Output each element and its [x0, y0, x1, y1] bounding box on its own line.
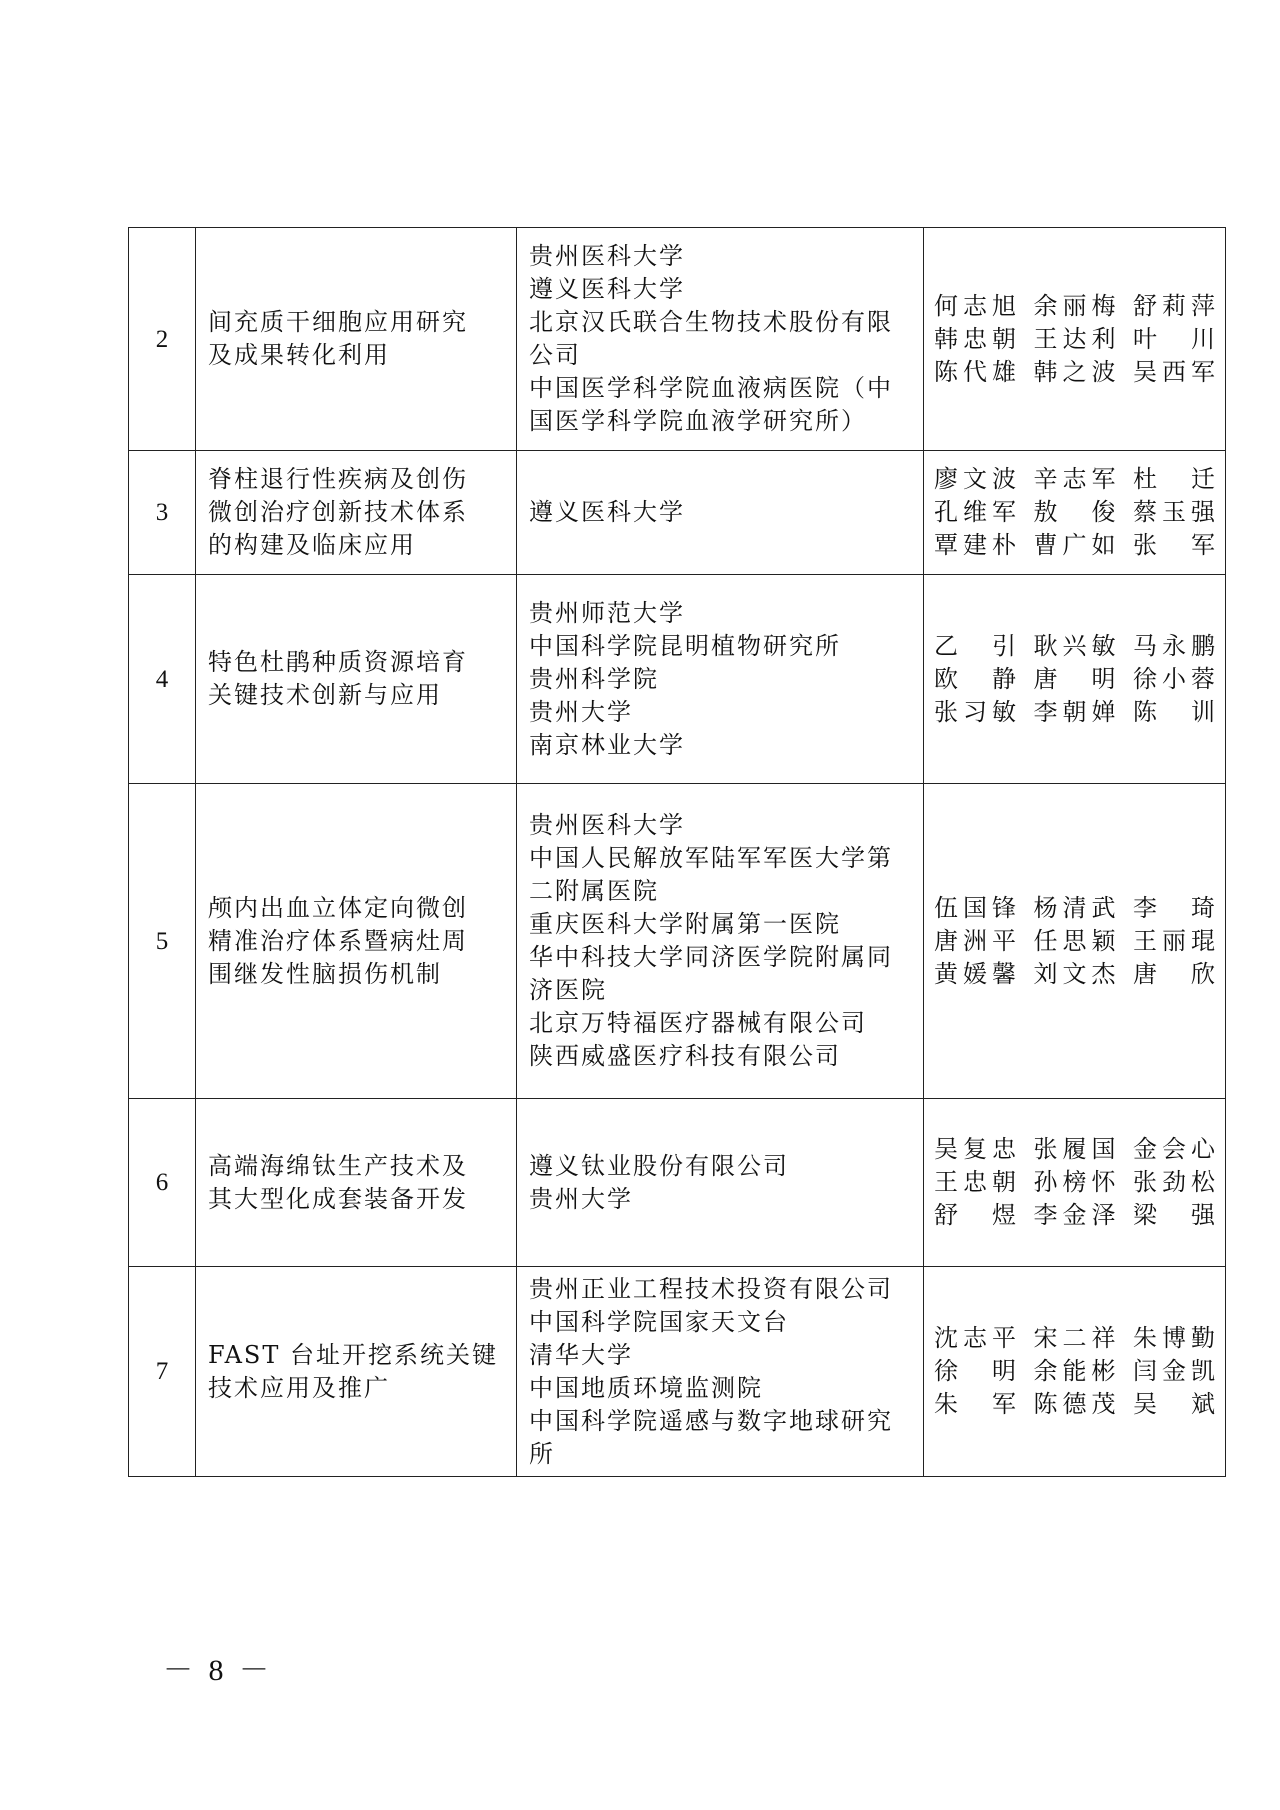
project-title-cell: [196, 1267, 517, 1477]
completing-unit-line: 济医院: [529, 976, 607, 1004]
completing-units-cell: [517, 784, 924, 1099]
people-line: [934, 630, 1217, 663]
completing-people-cell: [924, 451, 1226, 575]
person-name: 廖文波: [934, 465, 1018, 493]
completing-unit-line: 中国医学科学院血液病医院（中: [529, 374, 893, 402]
project-title-line: 间充质干细胞应用研究: [208, 308, 468, 336]
project-title-cell: [196, 1099, 517, 1267]
row-number-cell: [129, 451, 196, 575]
completing-unit-line: 贵州大学: [529, 697, 633, 726]
person-name: 任思颖: [1033, 926, 1118, 955]
completing-unit-line: 重庆医科大学附属第一医院: [529, 910, 841, 938]
completing-unit-line: 清华大学: [529, 1340, 633, 1369]
completing-units-cell: [517, 228, 924, 451]
person-name: 王达利: [1033, 324, 1118, 353]
person-name: 杨清武: [1033, 893, 1118, 922]
project-title-line: 特色杜鹃种质资源培育: [208, 648, 468, 676]
person-name: 唐 明: [1033, 664, 1118, 693]
person-name: 闫金凯: [1133, 1357, 1217, 1385]
project-title-line: 精准治疗体系暨病灶周: [208, 926, 468, 955]
completing-people-cell: [924, 1099, 1226, 1267]
project-title-line: 技术应用及推广: [208, 1373, 390, 1402]
project-title-line: 的构建及临床应用: [208, 531, 416, 559]
person-name: 蔡玉强: [1133, 498, 1217, 526]
person-name: 伍国锋: [934, 893, 1018, 922]
person-name: 曹广如: [1033, 531, 1118, 559]
person-name: 耿兴敏: [1033, 631, 1118, 660]
completing-units-cell: [517, 575, 924, 784]
table-row: [129, 1267, 1226, 1477]
completing-unit-line: 南京林业大学: [529, 730, 685, 759]
person-name: 余丽梅: [1033, 291, 1118, 320]
people-line: [934, 925, 1217, 958]
people-line: [934, 496, 1217, 529]
person-name: 黄媛馨: [934, 959, 1018, 988]
people-line: [934, 463, 1217, 496]
completing-unit-line: 公司: [529, 341, 581, 369]
completing-unit-line: 北京万特福医疗器械有限公司: [529, 1009, 867, 1037]
row-number: 7: [155, 1358, 169, 1385]
person-name: 辛志军: [1033, 465, 1118, 493]
table-row: [129, 575, 1226, 784]
people-line: [934, 529, 1217, 562]
person-name: 王丽琨: [1133, 926, 1217, 955]
person-name: 何志旭: [934, 291, 1018, 320]
completing-unit-line: 贵州师范大学: [529, 598, 685, 627]
table-row: [129, 451, 1226, 575]
person-name: 吴复忠: [934, 1135, 1018, 1163]
person-name: 李 琦: [1133, 893, 1217, 922]
table-row: [129, 784, 1226, 1099]
row-number-cell: [129, 1267, 196, 1477]
person-name: 敖 俊: [1033, 498, 1118, 526]
person-name: 朱博勤: [1133, 1324, 1217, 1352]
person-name: 韩之波: [1033, 357, 1118, 386]
people-line: [934, 958, 1217, 991]
project-title-line: 高端海绵钛生产技术及: [208, 1151, 468, 1180]
person-name: 韩忠朝: [934, 324, 1018, 353]
person-name: 刘文杰: [1033, 959, 1118, 988]
row-number: 2: [155, 325, 169, 353]
person-name: 欧 静: [934, 664, 1018, 693]
completing-unit-line: 中国人民解放军陆军军医大学第: [529, 844, 893, 872]
project-title-cell: [196, 451, 517, 575]
person-name: 李朝婵: [1033, 697, 1118, 726]
completing-unit-line: 遵义医科大学: [529, 275, 685, 303]
row-number-cell: [129, 575, 196, 784]
person-name: 舒 煜: [934, 1201, 1018, 1229]
completing-unit-line: 中国科学院国家天文台: [529, 1307, 789, 1336]
people-line: [934, 323, 1217, 356]
person-name: 孙榜怀: [1033, 1168, 1118, 1196]
person-name: 张 军: [1133, 531, 1217, 559]
people-line: [934, 1322, 1217, 1355]
table-row: [129, 228, 1226, 451]
completing-unit-line: 二附属医院: [529, 877, 659, 905]
people-line: [934, 1388, 1217, 1421]
project-title-line: 围继发性脑损伤机制: [208, 959, 442, 988]
completing-unit-line: 中国科学院昆明植物研究所: [529, 631, 841, 660]
table-row: [129, 1099, 1226, 1267]
project-title-line: FAST 台址开挖系统关键: [208, 1340, 498, 1369]
person-name: 金会心: [1133, 1135, 1217, 1163]
completing-unit-line: 北京汉氏联合生物技术股份有限: [529, 308, 893, 336]
completing-unit-line: 中国科学院遥感与数字地球研究: [529, 1406, 893, 1435]
completing-units-cell: [517, 451, 924, 575]
row-number: 5: [155, 927, 169, 955]
person-name: 余能彬: [1033, 1357, 1118, 1385]
completing-unit-line: 贵州正业工程技术投资有限公司: [529, 1274, 893, 1303]
project-title-line: 微创治疗创新技术体系: [208, 498, 468, 526]
person-name: 陈代雄: [934, 357, 1018, 386]
person-name: 舒莉萍: [1133, 291, 1217, 320]
row-number: 4: [155, 665, 169, 693]
completing-unit-line: 陕西威盛医疗科技有限公司: [529, 1042, 841, 1070]
row-number: 6: [155, 1169, 169, 1196]
row-number-cell: [129, 1099, 196, 1267]
award-table-body: [129, 228, 1226, 1477]
project-title-line: 其大型化成套装备开发: [208, 1184, 468, 1213]
person-name: 梁 强: [1133, 1201, 1217, 1229]
people-line: [934, 290, 1217, 323]
person-name: 覃建朴: [934, 531, 1018, 559]
award-table: [128, 227, 1226, 1477]
people-line: [934, 663, 1217, 696]
completing-people-cell: [924, 228, 1226, 451]
completing-unit-line: 遵义医科大学: [529, 498, 685, 526]
person-name: 张习敏: [934, 697, 1018, 726]
person-name: 朱 军: [934, 1390, 1018, 1418]
project-title-cell: [196, 784, 517, 1099]
page-number: － 8 －: [163, 1654, 273, 1687]
completing-unit-line: 贵州医科大学: [529, 242, 685, 270]
people-line: [934, 1166, 1217, 1199]
people-line: [934, 696, 1217, 729]
person-name: 唐 欣: [1133, 959, 1217, 988]
project-title-cell: [196, 575, 517, 784]
project-title-line: 关键技术创新与应用: [208, 681, 442, 709]
person-name: 宋二祥: [1033, 1324, 1118, 1352]
completing-people-cell: [924, 784, 1226, 1099]
project-title-cell: [196, 228, 517, 451]
project-title-line: 颅内出血立体定向微创: [208, 893, 468, 922]
people-line: [934, 892, 1217, 925]
project-title-line: 及成果转化利用: [208, 341, 390, 369]
person-name: 李金泽: [1033, 1201, 1118, 1229]
person-name: 吴西军: [1133, 357, 1217, 386]
completing-unit-line: 国医学科学院血液学研究所）: [529, 407, 867, 435]
people-line: [934, 1355, 1217, 1388]
person-name: 唐洲平: [934, 926, 1018, 955]
completing-unit-line: 所: [529, 1439, 555, 1468]
person-name: 马永鹏: [1133, 631, 1217, 660]
completing-unit-line: 贵州医科大学: [529, 811, 685, 839]
people-line: [934, 356, 1217, 389]
person-name: 王忠朝: [934, 1168, 1018, 1196]
completing-unit-line: 中国地质环境监测院: [529, 1373, 763, 1402]
completing-unit-line: 贵州大学: [529, 1184, 633, 1213]
person-name: 张劲松: [1133, 1168, 1217, 1196]
person-name: 叶 川: [1133, 324, 1217, 353]
project-title-line: 脊柱退行性疾病及创伤: [208, 465, 468, 493]
completing-people-cell: [924, 1267, 1226, 1477]
person-name: 徐 明: [934, 1357, 1018, 1385]
person-name: 杜 迁: [1133, 465, 1217, 493]
row-number-cell: [129, 228, 196, 451]
row-number: 3: [155, 499, 169, 526]
person-name: 沈志平: [934, 1324, 1018, 1352]
people-line: [934, 1133, 1217, 1166]
person-name: 陈 训: [1133, 697, 1217, 726]
person-name: 张履国: [1033, 1135, 1118, 1163]
person-name: 徐小蓉: [1133, 664, 1217, 693]
completing-units-cell: [517, 1267, 924, 1477]
person-name: 吴 斌: [1133, 1390, 1217, 1418]
completing-unit-line: 贵州科学院: [529, 664, 659, 693]
person-name: 陈德茂: [1033, 1390, 1118, 1418]
completing-people-cell: [924, 575, 1226, 784]
people-line: [934, 1199, 1217, 1232]
row-number-cell: [129, 784, 196, 1099]
completing-units-cell: [517, 1099, 924, 1267]
completing-unit-line: 遵义钛业股份有限公司: [529, 1151, 789, 1180]
completing-unit-line: 华中科技大学同济医学院附属同: [529, 943, 893, 971]
person-name: 孔维军: [934, 498, 1018, 526]
person-name: 乙 引: [934, 631, 1018, 660]
